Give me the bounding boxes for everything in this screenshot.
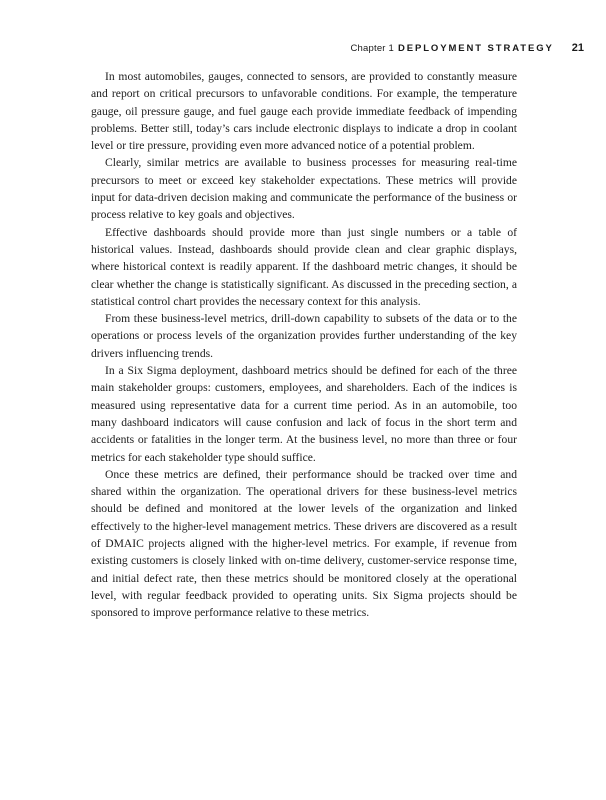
running-head: [350, 42, 584, 54]
chapter-label: Chapter 1: [350, 43, 394, 54]
paragraph: Clearly, similar metrics are available to business processes for measuring real-time precursors to meet or exceed key stakeholder expectations. These metrics will provide input for data-driven decision making and communicate the performance of the business or process relative to key goals and objectives.: [91, 156, 517, 222]
page-number: 21: [571, 42, 584, 54]
paragraph: From these business-level metrics, drill-down capability to subsets of the data or to the operations or process levels of the organization provides further understanding of the key drivers influencing trends.: [91, 312, 517, 360]
section-title: DEPLOYMENT STRATEGY: [398, 43, 554, 54]
paragraph: In a Six Sigma deployment, dashboard metrics should be defined for each of the three main stakeholder groups: customers, employees, and shareholders. Each of the indices is measured using representative data for a current time period. As in an automobile, too many dashboard indicators will cause confusion and lack of focus in the short term and accidents or fatalities in the longer term. At the business level, no more than three or four metrics for each stakeholder type should suffice.: [91, 364, 517, 464]
paragraph: Once these metrics are defined, their performance should be tracked over time and shared within the organization. The operational drivers for these business-level metrics should be defined and monitored at the lower levels of the organization and linked effectively to the higher-level management metrics. These drivers are discovered as a result of DMAIC projects aligned with the higher-level metrics. For example, if revenue from existing customers is closely linked with on-time delivery, customer-service response time, and initial defect rate, then these metrics should be monitored closely at the operational level, with regular feedback provided to operating units. Six Sigma projects should be sponsored to improve performance relative to these metrics.: [91, 467, 517, 620]
body-text: [91, 68, 517, 622]
paragraph: Effective dashboards should provide more than just single numbers or a table of historical values. Instead, dashboards should provide clean and clear graphic displays, where historical context is readily apparent. If the dashboard metric changes, it should be clear whether the change is statistically significant. As discussed in the preceding section, a statistical control chart provides the necessary context for this analysis.: [91, 225, 517, 308]
paragraph: In most automobiles, gauges, connected to sensors, are provided to constantly measure and report on critical precursors to unfavorable conditions. For example, the temperature gauge, oil pressure gauge, and fuel gauge each provide immediate feedback of impending problems. Better still, today’s cars include electronic displays to indicate a drop in coolant level or tire pressure, providing even more advanced notice of a potential problem.: [91, 70, 517, 153]
